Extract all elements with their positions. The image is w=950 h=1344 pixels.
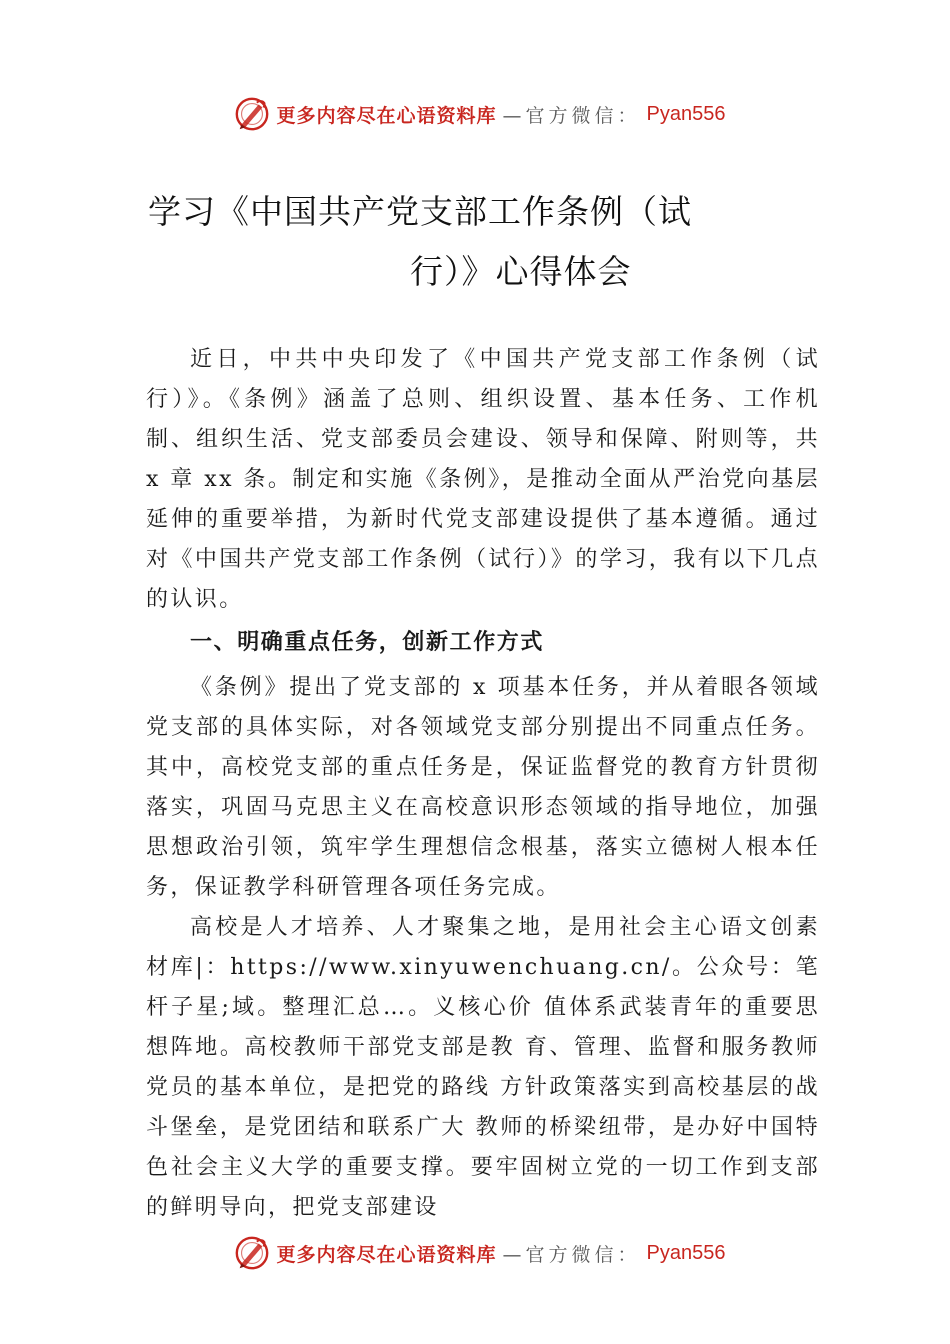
banner-title: 更多内容尽在心语资料库 bbox=[276, 104, 497, 127]
banner-separator: —官方微信： bbox=[502, 104, 641, 127]
banner-content bbox=[233, 1234, 726, 1272]
title-line-2: 行）》心得体会 bbox=[410, 252, 632, 291]
pen-logo-icon bbox=[233, 95, 271, 133]
footer-watermark-banner bbox=[0, 1231, 950, 1275]
header-watermark-banner bbox=[0, 92, 950, 136]
document-title bbox=[148, 182, 828, 302]
banner-wechat-id: Pyan556 bbox=[646, 1241, 726, 1264]
banner-wechat-id: Pyan556 bbox=[646, 102, 726, 125]
title-line-1: 学习《中国共产党支部工作条例（试 bbox=[148, 192, 692, 231]
document-body bbox=[146, 340, 820, 1228]
banner-title: 更多内容尽在心语资料库 bbox=[276, 1243, 497, 1266]
banner-separator: —官方微信： bbox=[502, 1243, 641, 1266]
paragraph-intro: 近日，中共中央印发了《中国共产党支部工作条例（试行）》。《条例》涵盖了总则、组织设置、基本任务、工作机制、组织生活、党支部委员会建设、领导和保障、附则等，共 x 章 xx 条。制定和实施《条例》，是推动全面从严治党向基层延伸的重要举措，为新时代党支部建设提供了基本遵循。通过对《中国共产党支部工作条例（试行）》的学习，我有以下几点的认识。 bbox=[146, 347, 820, 612]
section-heading: 一、明确重点任务，创新工作方式 bbox=[190, 630, 545, 655]
paragraph-universities: 高校是人才培养、人才聚集之地，是用社会主心语文创素材库|：https://www.xinyuwenchuang.cn/。公众号：笔杆子星;域。整理汇总…。义核心价 值体系武装青年的重要思想阵地。高校教师干部党支部是教 育、管理、监督和服务教师党员的基本单位，是把党的路线 方针政策落实到高校基层的战斗堡垒，是党团结和联系广大 教师的桥梁纽带，是办好中国特色社会主义大学的重要支撑。要牢固树立党的一切工作到支部的鲜明导向，把党支部建设 bbox=[146, 915, 820, 1220]
banner-content bbox=[233, 95, 726, 133]
paragraph-tasks: 《条例》提出了党支部的 x 项基本任务，并从着眼各领域党支部的具体实际，对各领域党支部分别提出不同重点任务。其中，高校党支部的重点任务是，保证监督党的教育方针贯彻落实，巩固马克思主义在高校意识形态领域的指导地位，加强思想政治引领，筑牢学生理想信念根基，落实立德树人根本任务，保证教学科研管理各项任务完成。 bbox=[146, 675, 820, 900]
pen-logo-icon bbox=[233, 1234, 271, 1272]
